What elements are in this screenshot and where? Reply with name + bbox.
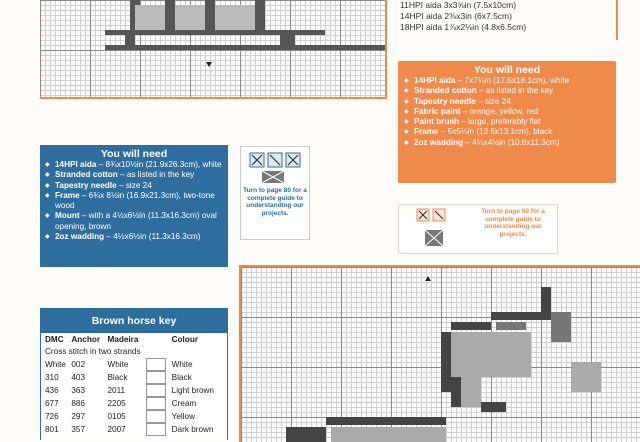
blue-panel-title: You will need [100,148,168,160]
key-row: 310 403 Black Black [45,373,192,382]
top-chart-grid [40,0,387,99]
orange-item: ◆ 14HPI aida – 7x7¼in (17.5x18.1cm), white [404,76,610,86]
blue-item: ◆ 14HPI aida – 8¾x10½in (21.9x26.3cm), white [45,160,223,170]
key-table [45,333,225,436]
guide-text-blue: Turn to page 80 for a complete guide to understanding our projects. [243,187,307,217]
design-sizes [400,0,526,33]
size-11hpi: 11HPI aida 3x3⅝in (7.5x10cm) [400,0,517,10]
key-symbol [146,410,166,423]
guide-block-orange [398,204,558,254]
orange-item: ◆ Paint brush – large, preferably flat [404,117,610,127]
blue-item: ◆ Tapestry needle – size 24 [45,181,223,191]
size-18hpi: 18HPI aida 1⅞x2⅛in (4.8x6.5cm) [400,22,527,32]
bottom-chart-stitches [241,267,640,442]
key-subtitle: Cross stitch in two strands [45,347,141,357]
orange-item: ◆ Tapestry needle – size 24 [404,97,610,107]
key-title: Brown horse key [41,309,227,333]
blue-item: ◆ 2oz wadding – 4½x6½in (11.3x16.3cm) [45,232,223,242]
orange-requirements-list [404,76,610,148]
orange-panel-title: You will need [473,64,541,76]
key-row: White 002 White White [45,360,193,369]
size-14hpi: 14HPI aida 2⅜x3in (6x7.5cm) [400,11,512,21]
blue-item: ◆ Frame – 6¾x 8½in (16.9x21.3cm), two-tone wood [45,191,223,212]
divider [616,0,618,40]
key-header-madeira: Madeira [107,334,139,344]
stitch-guide-icon [242,149,308,185]
orange-item: ◆ Fabric paint – orange, yellow, red [404,107,610,117]
key-symbol [146,371,166,384]
key-header-anchor: Anchor [71,334,101,344]
orange-you-will-need-panel [398,61,616,183]
blue-requirements-list [45,160,223,242]
key-symbol [146,358,166,371]
key-row: 726 297 0105 Yellow [45,412,196,421]
orange-item: ◆ Frame – 5x5¼in (12.5x13.1cm), black [404,127,610,137]
key-symbol [146,384,166,397]
blue-item: ◆ Mount – with a 4½x6½in (11.3x16.3cm) oval opening, brown [45,211,223,232]
key-symbol [146,423,166,436]
blue-item: ◆ Stranded cotton – as listed in the key [45,170,223,180]
key-header-colour: Colour [171,334,199,344]
orange-item: ◆ Stranded cotton – as listed in the key [404,86,610,96]
key-row: 436 363 2011 Light brown [45,386,214,395]
guide-block-blue [240,146,310,240]
key-row: 677 886 2205 Cream [45,399,197,408]
stitch-guide-icon-orange [409,206,469,252]
key-header-row [45,333,225,346]
key-row: 801 357 2007 Dark brown [45,425,214,434]
blue-you-will-need-panel [40,145,228,267]
orange-item: ◆ 2oz wadding – 4¼x4½in (10.6x11.3cm) [404,138,610,148]
guide-text-orange: Turn to page 80 for a complete guide to understanding our projects. [481,208,545,238]
bottom-chart-grid [239,265,640,442]
key-symbol [146,397,166,410]
top-chart-stitches [40,0,385,97]
brown-horse-key [40,308,228,440]
key-header-dmc: DMC [45,334,64,344]
